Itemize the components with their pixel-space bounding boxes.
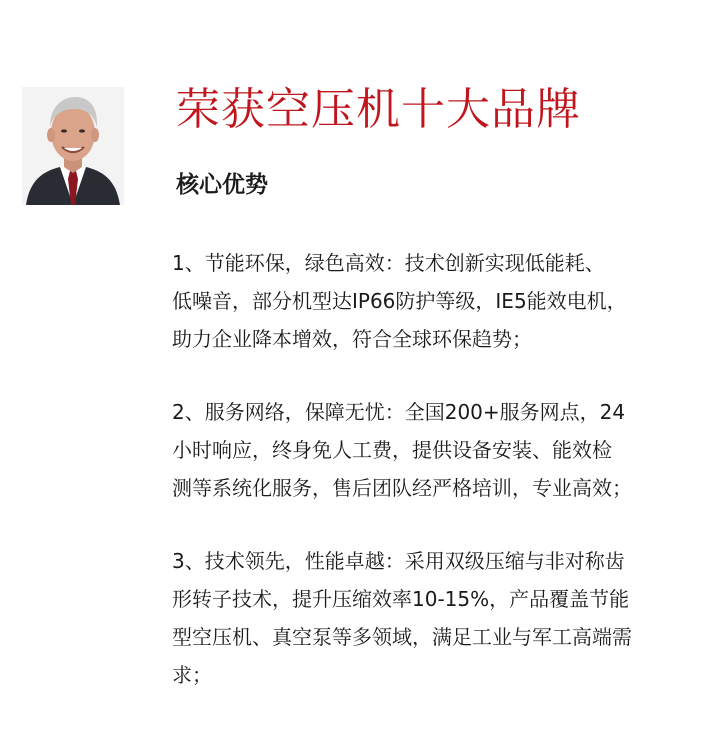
section-heading: 核心优势 [176,172,268,198]
paragraph-line: 型空压机、真空泵等多领域，满足工业与军工高端需 [172,625,632,649]
paragraph-line: 小时响应，终身免人工费，提供设备安装、能效检 [172,438,612,462]
paragraph-line: 3、技术领先，性能卓越：采用双级压缩与非对称齿 [172,549,625,573]
paragraph-line: 求； [172,663,212,687]
paragraph-line: 低噪音，部分机型达IP66防护等级，IE5能效电机， [172,289,627,313]
paragraph-line: 形转子技术，提升压缩效率10-15%，产品覆盖节能 [172,587,630,611]
paragraph-line: 1、节能环保，绿色高效：技术创新实现低能耗、 [172,251,605,275]
advantages-list [172,244,702,729]
person-portrait-icon [22,87,124,205]
page-title: 荣获空压机十大品牌 [176,84,581,135]
paragraph-line: 2、服务网络，保障无忧：全国200+服务网点，24 [172,400,626,424]
paragraph-line: 测等系统化服务，售后团队经严格培训，专业高效； [172,476,632,500]
portrait-photo [22,87,124,205]
paragraph-line: 助力企业降本增效，符合全球环保趋势； [172,327,532,351]
advantage-paragraph-2 [172,393,702,507]
advantage-paragraph-3 [172,542,702,694]
advantage-paragraph-1 [172,244,702,358]
